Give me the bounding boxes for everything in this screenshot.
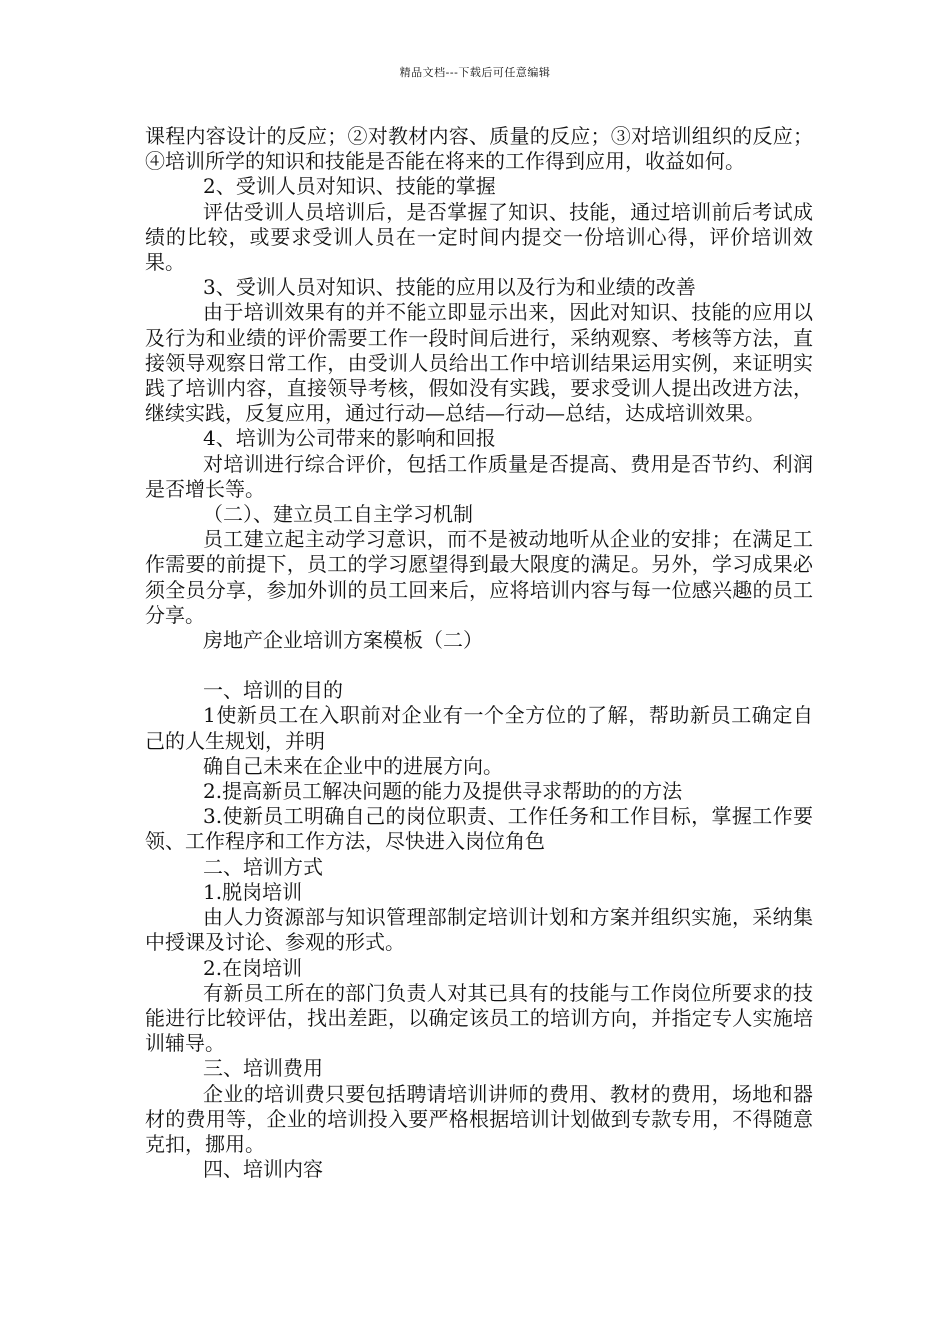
body-paragraph: 有新员工所在的部门负责人对其已具有的技能与工作岗位所要求的技能进行比较评估，找出差距，以确定该员工的培训方向，并指定专人实施培训辅导。 [145,980,813,1056]
body-paragraph: 由于培训效果有的并不能立即显示出来，因此对知识、技能的应用以及行为和业绩的评价需要工作一段时间后进行，采纳观察、考核等方法，直接领导观察日常工作，由受训人员给出工作中培训结果运用实例，来证明实践了培训内容，直接领导考核，假如没有实践，要求受训人提出改进方法，继续实践，反复应用，通过行动—总结—行动—总结，达成培训效果。 [145,300,813,426]
body-paragraph: 评估受训人员培训后，是否掌握了知识、技能，通过培训前后考试成绩的比较，或要求受训人员在一定时间内提交一份培训心得，评价培训效果。 [145,199,813,275]
section-heading: 二、培训方式 [203,854,323,879]
body-paragraph: 由人力资源部与知识管理部制定培训计划和方案并组织实施，采纳集中授课及讨论、参观的形式。 [145,905,813,955]
section-heading: 1.脱岗培训 [203,879,303,904]
section-heading: 2、受训人员对知识、技能的掌握 [203,174,496,199]
body-paragraph: 员工建立起主动学习意识，而不是被动地听从企业的安排；在满足工作需要的前提下，员工的学习愿望得到最大限度的满足。另外，学习成果必须全员分享，参加外训的员工回来后，应将培训内容与每一位感兴趣的员工分享。 [145,527,813,627]
page-header: 精品文档---下载后可任意编辑 [399,66,551,79]
body-paragraph: 3.使新员工明确自己的岗位职责、工作任务和工作目标，掌握工作要领、工作程序和工作方法，尽快进入岗位角色 [145,804,813,854]
blank-line [145,653,813,678]
body-paragraph: 确自己未来在企业中的进展方向。 [203,753,503,778]
section-heading: （二）、建立员工自主学习机制 [203,502,473,527]
document-body [145,124,813,1182]
section-heading: 一、培训的目的 [203,678,343,703]
section-heading: 4、培训为公司带来的影响和回报 [203,426,496,451]
section-heading: 四、培训内容 [203,1157,323,1182]
section-heading: 三、培训费用 [203,1056,323,1081]
body-paragraph: 企业的培训费只要包括聘请培训讲师的费用、教材的费用，场地和器材的费用等，企业的培训投入要严格根据培训计划做到专款专用，不得随意克扣，挪用。 [145,1081,813,1156]
body-paragraph: 课程内容设计的反应；②对教材内容、质量的反应；③对培训组织的反应；④培训所学的知识和技能是否能在将来的工作得到应用，收益如何。 [145,124,813,174]
section-heading: 3、受训人员对知识、技能的应用以及行为和业绩的改善 [203,275,696,300]
section-heading: 2.在岗培训 [203,955,303,980]
body-paragraph: 对培训进行综合评价，包括工作质量是否提高、费用是否节约、利润是否增长等。 [145,451,813,501]
section-heading: 房地产企业培训方案模板（二） [203,628,483,653]
body-paragraph: 2.提高新员工解决问题的能力及提供寻求帮助的的方法 [203,779,683,804]
body-paragraph: 1使新员工在入职前对企业有一个全方位的了解，帮助新员工确定自己的人生规划，并明 [145,703,813,753]
